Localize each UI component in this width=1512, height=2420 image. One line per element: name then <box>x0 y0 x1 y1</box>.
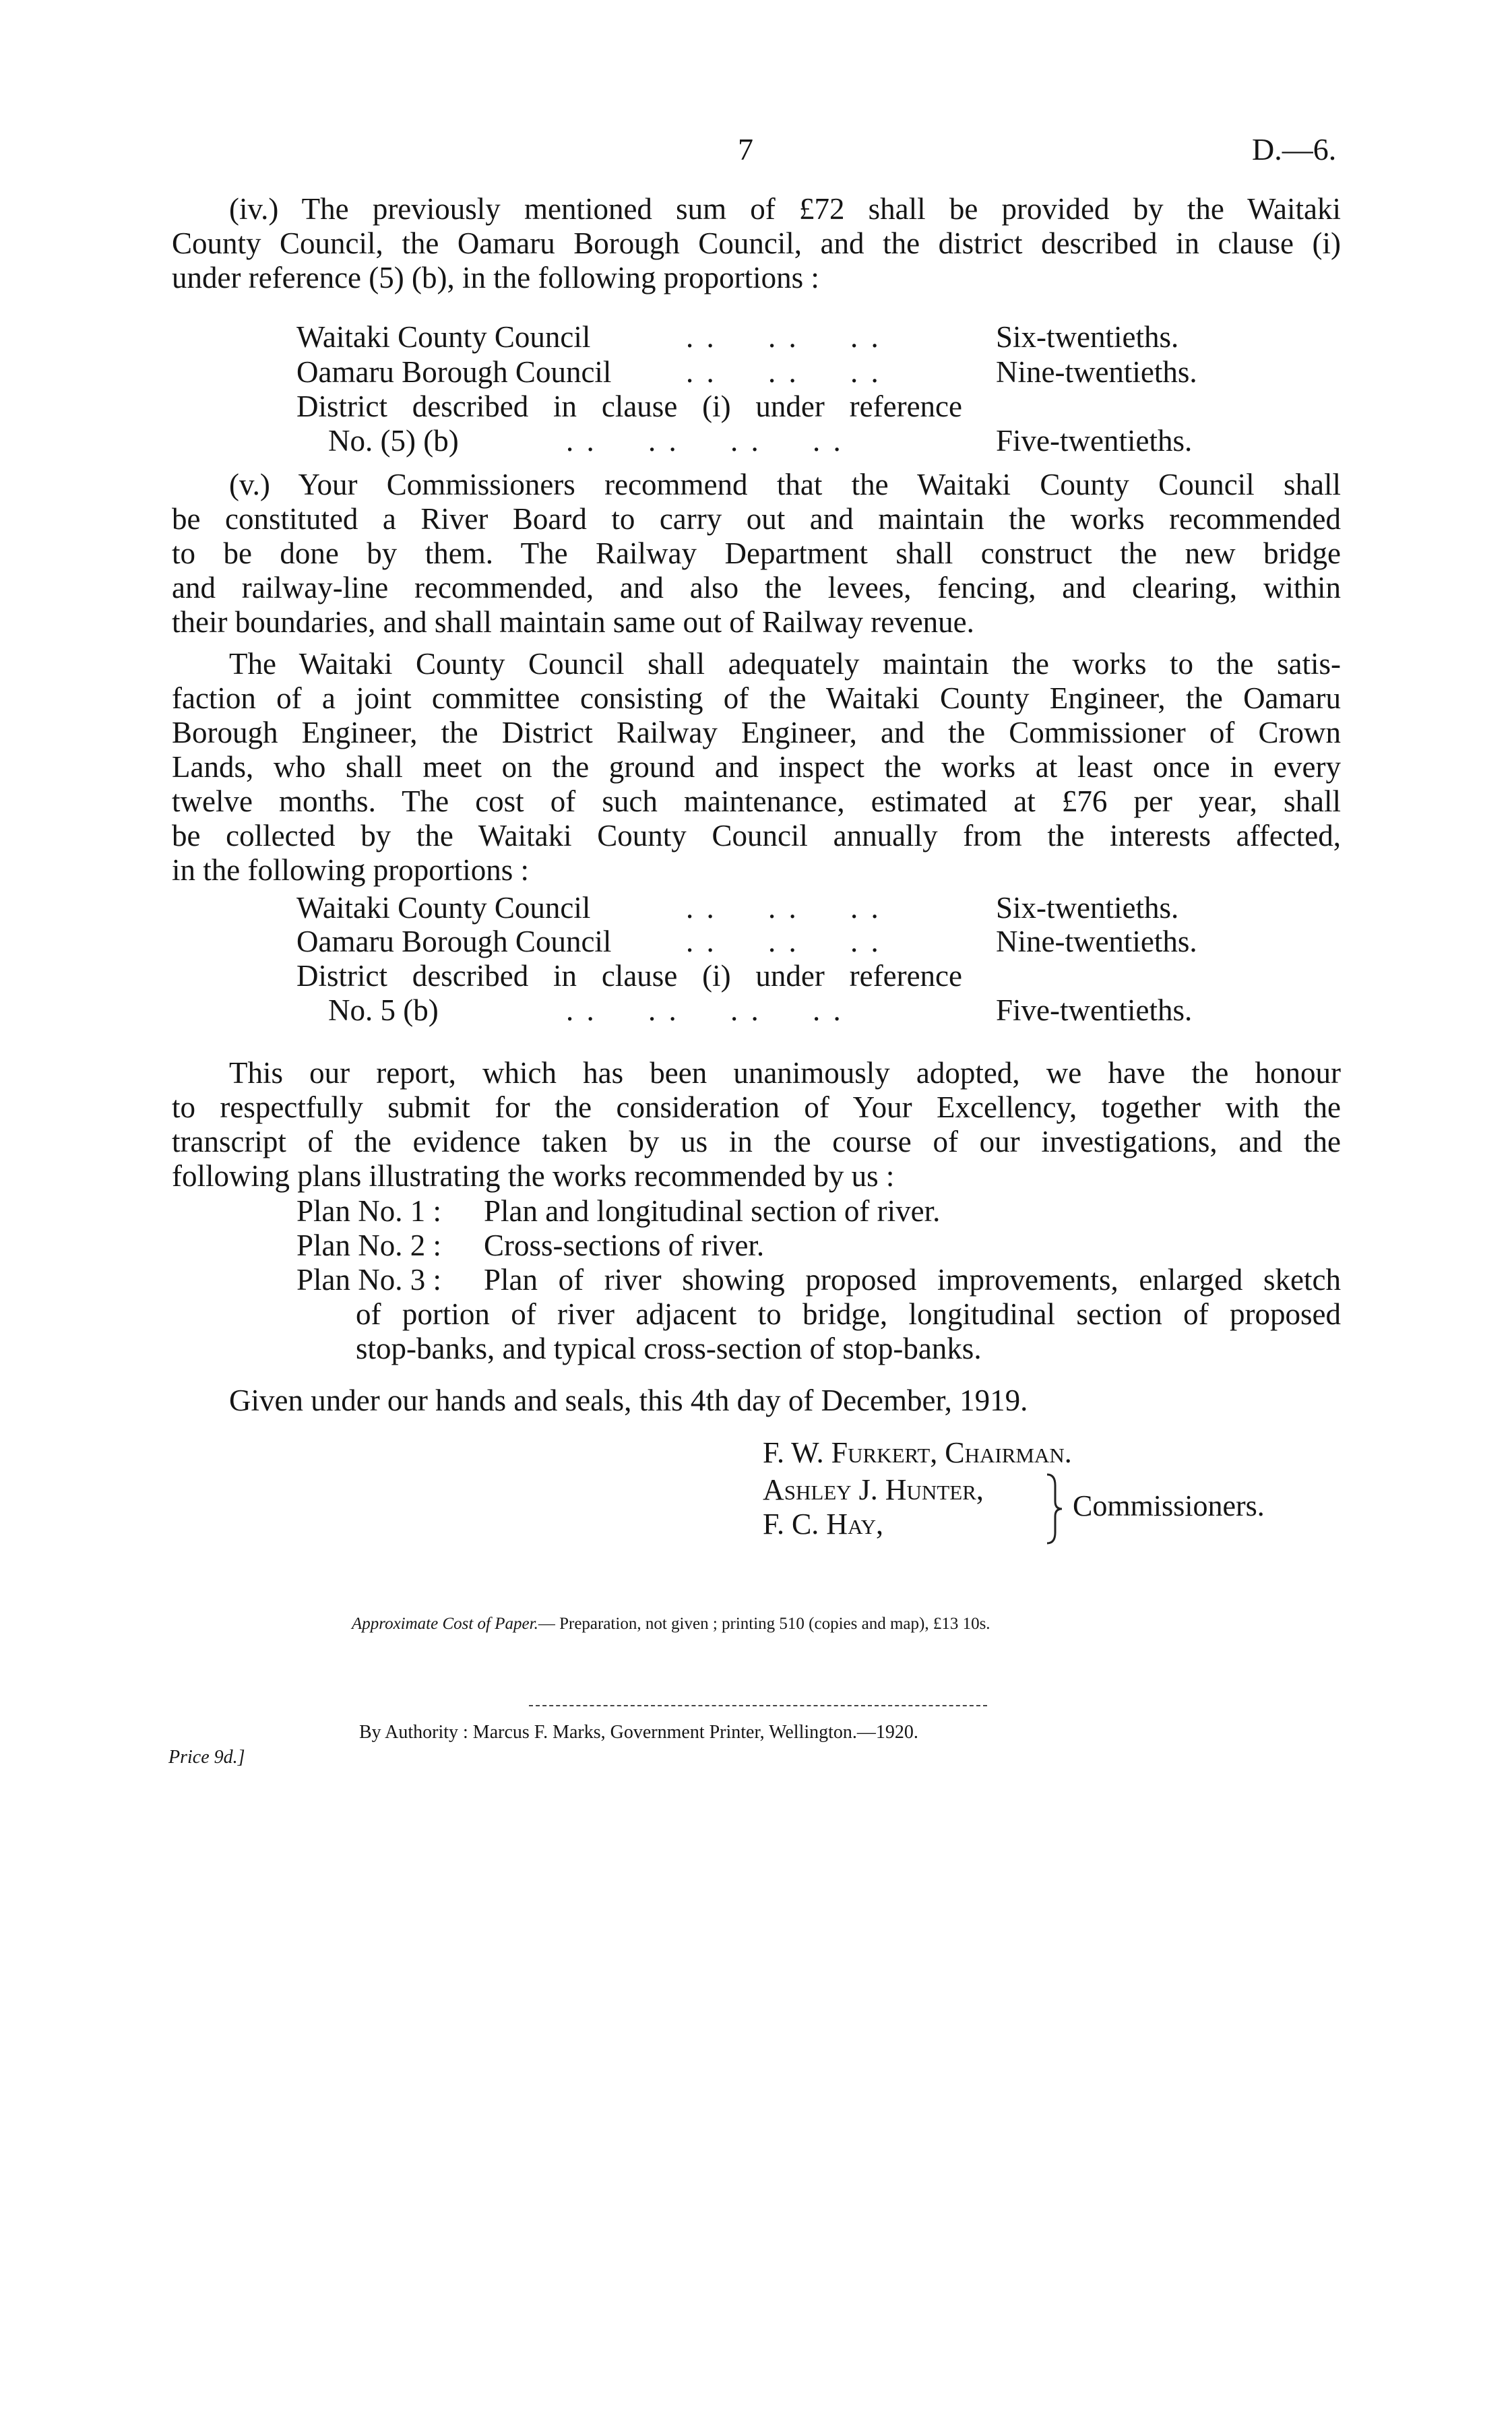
plan-description-line: Plan of river showing proposed improvements, enlarged sketch <box>484 1263 1341 1297</box>
table-row-leader: . . . . . . <box>686 320 881 354</box>
price-note: Price 9d.] <box>168 1747 245 1768</box>
table-row-value: Nine-twentieths. <box>996 355 1197 389</box>
table-row-leader: . . . . . . . . <box>566 993 844 1027</box>
paragraph-line: Lands, who shall meet on the ground and inspect the works at least once in every <box>172 750 1341 784</box>
paragraph-line: to be done by them. The Railway Department shall construct the new bridge <box>172 536 1341 570</box>
table-row-label: District described in clause (i) under reference <box>296 959 962 993</box>
plan-description: Plan and longitudinal section of river. <box>484 1194 941 1228</box>
cost-note-label: Approximate Cost of Paper. <box>352 1615 538 1633</box>
paragraph-iv <box>172 192 1341 295</box>
plan-description-line: stop-banks, and typical cross-section of stop-banks. <box>356 1332 982 1365</box>
signature-chairman-name: F. W. Furkert, Chairman. <box>763 1436 1072 1469</box>
paragraph-v <box>172 468 1341 640</box>
table-row-value: Five-twentieths. <box>996 424 1193 458</box>
brace-icon <box>1043 1472 1070 1546</box>
plan-description-line: of portion of river adjacent to bridge, longitudinal section of proposed <box>356 1297 1341 1331</box>
paragraph-line: Borough Engineer, the District Railway Engineer, and the Commissioner of Crown <box>172 716 1341 749</box>
paragraph-line: be collected by the Waitaki County Council annually from the interests affected, <box>172 819 1341 852</box>
cost-note-text: — Preparation, not given ; printing 510 (copies and map), £13 10s. <box>538 1615 990 1633</box>
paragraph-line: This our report, which has been unanimously adopted, we have the honour <box>229 1056 1341 1090</box>
paragraph-line: faction of a joint committee consisting of the Waitaki County Engineer, the Oamaru <box>172 681 1341 715</box>
table-row-value: Five-twentieths. <box>996 993 1193 1027</box>
paragraph-line: be constituted a River Board to carry out and maintain the works recommended <box>172 502 1341 536</box>
signature-commissioner-2: F. C. Hay, <box>763 1508 883 1541</box>
commissioners-label: Commissioners. <box>1073 1489 1265 1522</box>
table-row-leader: . . . . . . . . <box>566 424 844 458</box>
paragraph-line: following plans illustrating the works recommended by us : <box>172 1159 895 1193</box>
paragraph-line: to respectfully submit for the consideration of Your Excellency, together with the <box>172 1090 1341 1124</box>
printer-authority: By Authority : Marcus F. Marks, Government Printer, Wellington.—1920. <box>359 1722 918 1743</box>
paragraph-line: The Waitaki County Council shall adequately maintain the works to the satis- <box>229 647 1341 681</box>
paragraph-report <box>172 1056 1341 1193</box>
table-row-label: Waitaki County Council <box>296 891 591 925</box>
given-statement: Given under our hands and seals, this 4th day of December, 1919. <box>229 1384 1028 1417</box>
table-row-leader: . . . . . . <box>686 355 881 389</box>
table-row-label: Oamaru Borough Council <box>296 355 612 389</box>
table-row-leader: . . . . . . <box>686 925 881 958</box>
paragraph-line: twelve months. The cost of such maintenance, estimated at £76 per year, shall <box>172 784 1341 818</box>
table-row-label: Waitaki County Council <box>296 320 591 354</box>
paragraph-line: and railway-line recommended, and also the levees, fencing, and clearing, within <box>172 571 1341 604</box>
signature-chairman <box>763 1436 1072 1470</box>
table-row-value: Six-twentieths. <box>996 891 1179 925</box>
plan-label: Plan No. 3 : <box>296 1263 442 1297</box>
footer-divider <box>529 1705 987 1706</box>
table-row-label: Oamaru Borough Council <box>296 925 612 958</box>
cost-note <box>352 1613 990 1635</box>
plan-description <box>356 1263 1341 1366</box>
paragraph-line: (v.) Your Commissioners recommend that the Waitaki County Council shall <box>229 468 1341 501</box>
paragraph-maintenance <box>172 647 1341 888</box>
table-row-value: Nine-twentieths. <box>996 925 1197 958</box>
document-reference: D.—6. <box>1252 132 1337 166</box>
paragraph-line: transcript of the evidence taken by us in the course of our investigations, and the <box>172 1125 1341 1158</box>
page-number: 7 <box>738 132 753 166</box>
paragraph-line: under reference (5) (b), in the following proportions : <box>172 261 819 294</box>
table-row-label: District described in clause (i) under reference <box>296 390 962 423</box>
plan-description: Cross-sections of river. <box>484 1229 765 1262</box>
table-row-leader: . . . . . . <box>686 891 881 925</box>
table-row-value: Six-twentieths. <box>996 320 1179 354</box>
signature-commissioner-1: Ashley J. Hunter, <box>763 1473 984 1506</box>
paragraph-line: their boundaries, and shall maintain same out of Railway revenue. <box>172 605 974 639</box>
paragraph-line: in the following proportions : <box>172 853 529 887</box>
plan-label: Plan No. 1 : <box>296 1194 442 1228</box>
plan-label: Plan No. 2 : <box>296 1229 442 1262</box>
paragraph-line: County Council, the Oamaru Borough Council, and the district described in clause (i) <box>172 226 1341 260</box>
table-row-label: No. 5 (b) <box>328 993 439 1027</box>
paragraph-line: (iv.) The previously mentioned sum of £72 shall be provided by the Waitaki <box>229 192 1341 226</box>
table-row-label: No. (5) (b) <box>328 424 459 458</box>
